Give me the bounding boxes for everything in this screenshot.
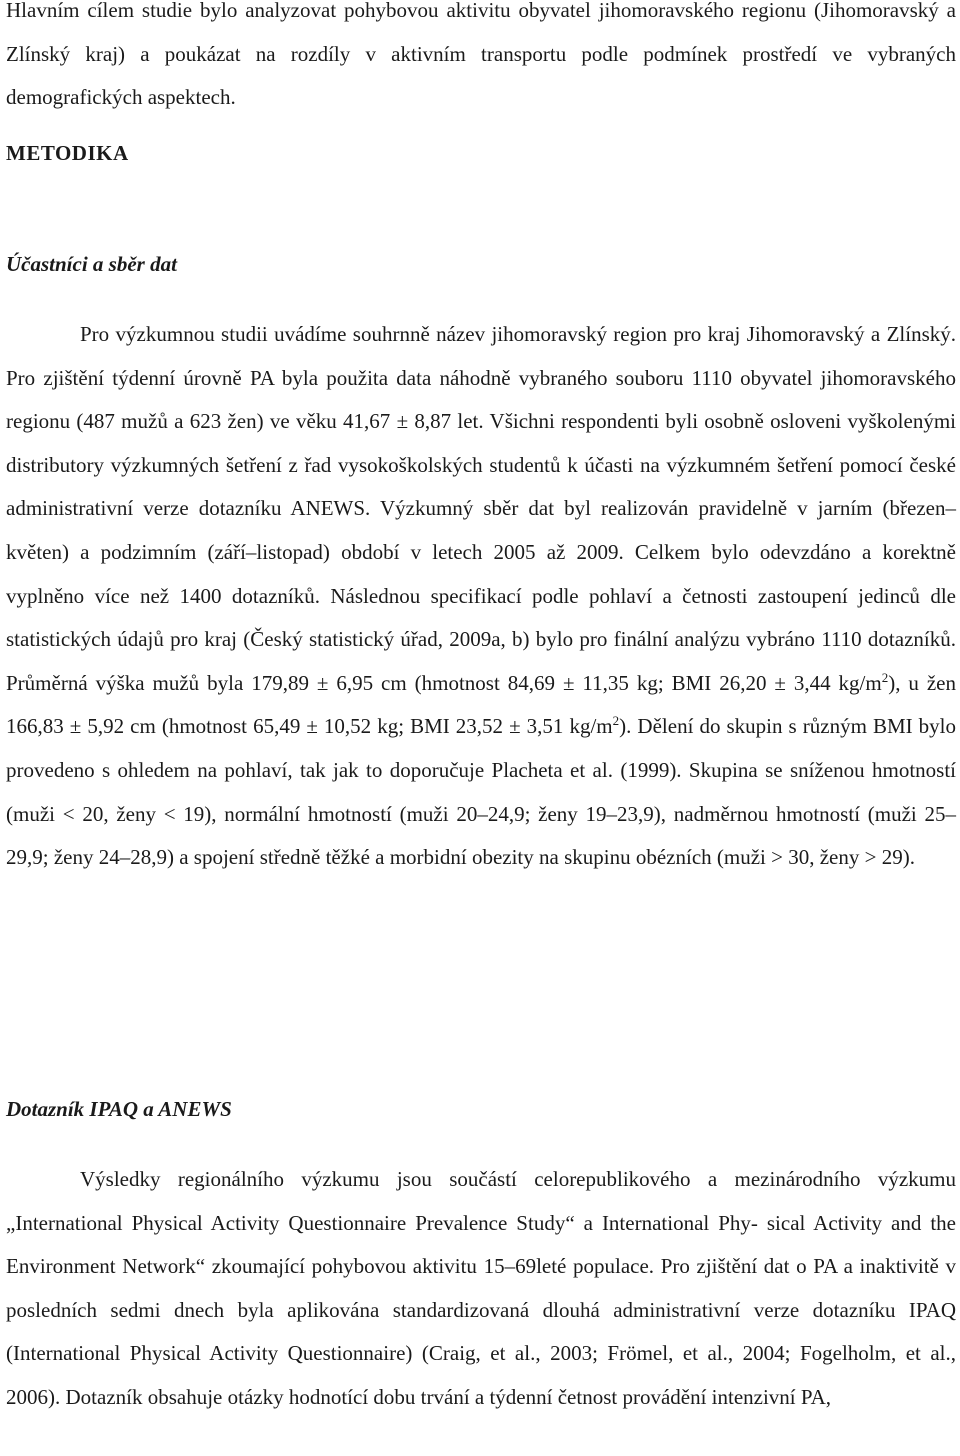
section-heading-metodika: METODIKA bbox=[6, 141, 129, 165]
subheading-participants: Účastníci a sběr dat bbox=[6, 252, 177, 276]
participants-text-b: ), u žen 166,83 ± 5,92 cm (hmotnost 65,49 ± 10,52 kg; BMI 23,52 ± 3,51 kg/m bbox=[6, 670, 956, 739]
questionnaire-paragraph: Výsledky regionálního výzkumu jsou součástí celorepublikového a mezinárodního výzkumu „International Physical Activity Questionnaire Prevalence Study“ a International Phy- sical Activity and the Environment Network“ zkoumající pohybovou aktivitu 15–69leté populace. Pro zjištění dat o PA a inaktivitě v posledních sedmi dnech byla aplikována standardizovaná dlouhá administrativní verze dotazníku IPAQ (International Physical Activity Questionnaire) (Craig, et al., 2003; Frömel, et al., 2004; Fogelholm, et al., 2006). Dotazník obsahuje otázky hodnotící dobu trvání a týdenní četnost provádění intenzivní PA, bbox=[6, 1167, 956, 1409]
superscript-squared: 2 bbox=[612, 713, 620, 729]
intro-paragraph: Hlavním cílem studie bylo analyzovat pohybovou aktivitu obyvatel jihomoravského regionu (Jihomoravský a Zlínský kraj) a poukázat na rozdíly v aktivním transportu podle podmínek prostředí ve vybraných demografických aspektech. bbox=[6, 0, 956, 110]
participants-paragraph bbox=[6, 313, 956, 880]
superscript-squared: 2 bbox=[881, 669, 889, 685]
participants-text-c: ). Dělení do skupin s různým BMI bylo provedeno s ohledem na pohlaví, tak jak to doporučuje Placheta et al. (1999). Skupina se sníženou hmotností (muži < 20, ženy < 19), normální hmotností (muži 20–24,9; ženy 19–23,9), nadměrnou hmotností (muži 25–29,9; ženy 24–28,9) a spojení středně těžké a morbidní obezity na skupinu obézních (muži > 30, ženy > 29). bbox=[6, 714, 956, 870]
subheading-questionnaire: Dotazník IPAQ a ANEWS bbox=[6, 1097, 232, 1121]
participants-text-a: Pro výzkumnou studii uvádíme souhrnně název jihomoravský region pro kraj Jihomoravský a Zlínský. Pro zjištění týdenní úrovně PA byla použita data náhodně vybraného souboru 1110 obyvatel jihomoravského regionu (487 mužů a 623 žen) ve věku 41,67 ± 8,87 let. Všichni respondenti byli osobně osloveni vyškolenými distributory výzkumných šetření z řad vysokoškolských studentů k účasti na výzkumném šetření pomocí české administrativní verze dotazníku ANEWS. Výzkumný sběr dat byl realizován pravidelně v jarním (březen–květen) a podzimním (září–listopad) období v letech 2005 až 2009. Celkem bylo odevzdáno a korektně vyplněno více než 1400 dotazníků. Následnou specifikací podle pohlaví a četnosti zastoupení jedinců dle statistických údajů pro kraj (Český statistický úřad, 2009a, b) bylo pro finální analýzu vybráno 1110 dotazníků. Průměrná výška mužů byla 179,89 ± 6,95 cm (hmotnost 84,69 ± 11,35 kg; BMI 26,20 ± 3,44 kg/m bbox=[6, 322, 956, 695]
